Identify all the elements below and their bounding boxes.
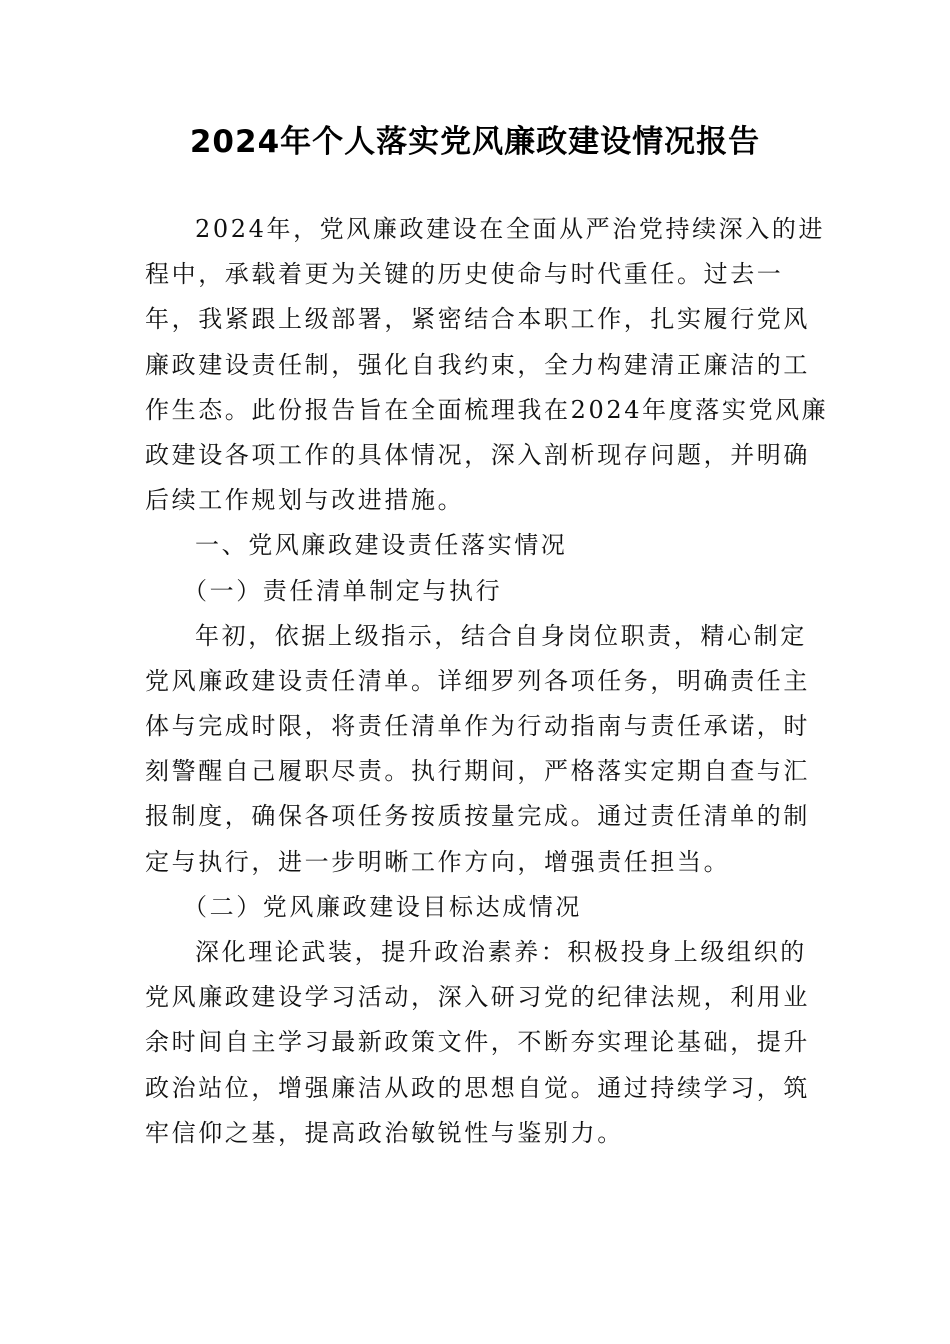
paragraph-line: 年，我紧跟上级部署，紧密结合本职工作，扎实履行党风 bbox=[145, 305, 810, 334]
paragraph-line: 年初，依据上级指示，结合自身岗位职责，精心制定 bbox=[195, 621, 807, 650]
subsection-heading-2: （二）党风廉政建设目标达成情况 bbox=[183, 892, 582, 921]
paragraph-line: 报制度，确保各项任务按质按量完成。通过责任清单的制 bbox=[145, 802, 810, 831]
paragraph-line: 作生态。此份报告旨在全面梳理我在2024年度落实党风廉 bbox=[145, 395, 829, 424]
document-title: 2024年个人落实党风廉政建设情况报告 bbox=[189, 124, 761, 160]
paragraph-line: 刻警醒自己履职尽责。执行期间，严格落实定期自查与汇 bbox=[145, 757, 810, 786]
paragraph-line: 后续工作规划与改进措施。 bbox=[145, 486, 465, 515]
paragraph-line: 廉政建设责任制，强化自我约束，全力构建清正廉洁的工 bbox=[145, 350, 810, 379]
paragraph-line: 2024年，党风廉政建设在全面从严治党持续深入的进 bbox=[195, 215, 826, 243]
paragraph-line: 深化理论武装，提升政治素养：积极投身上级组织的 bbox=[195, 938, 807, 966]
subsection-heading-1: （一）责任清单制定与执行 bbox=[183, 576, 503, 605]
paragraph-line: 党风廉政建设责任清单。详细罗列各项任务，明确责任主 bbox=[145, 666, 810, 695]
paragraph-line: 程中，承载着更为关键的历史使命与时代重任。过去一 bbox=[145, 260, 784, 289]
paragraph-line: 政建设各项工作的具体情况，深入剖析现存问题，并明确 bbox=[145, 440, 810, 469]
paragraph-line: 体与完成时限，将责任清单作为行动指南与责任承诺，时 bbox=[145, 712, 810, 741]
paragraph-line: 政治站位，增强廉洁从政的思想自觉。通过持续学习，筑 bbox=[145, 1073, 810, 1102]
paragraph-line: 牢信仰之基，提高政治敏锐性与鉴别力。 bbox=[145, 1118, 624, 1147]
paragraph-line: 定与执行，进一步明晰工作方向，增强责任担当。 bbox=[145, 847, 731, 876]
section-heading-1: 一、党风廉政建设责任落实情况 bbox=[195, 531, 568, 560]
paragraph-line: 余时间自主学习最新政策文件，不断夯实理论基础，提升 bbox=[145, 1028, 810, 1057]
paragraph-line: 党风廉政建设学习活动，深入研习党的纪律法规，利用业 bbox=[145, 983, 810, 1012]
document-body bbox=[145, 207, 829, 1156]
